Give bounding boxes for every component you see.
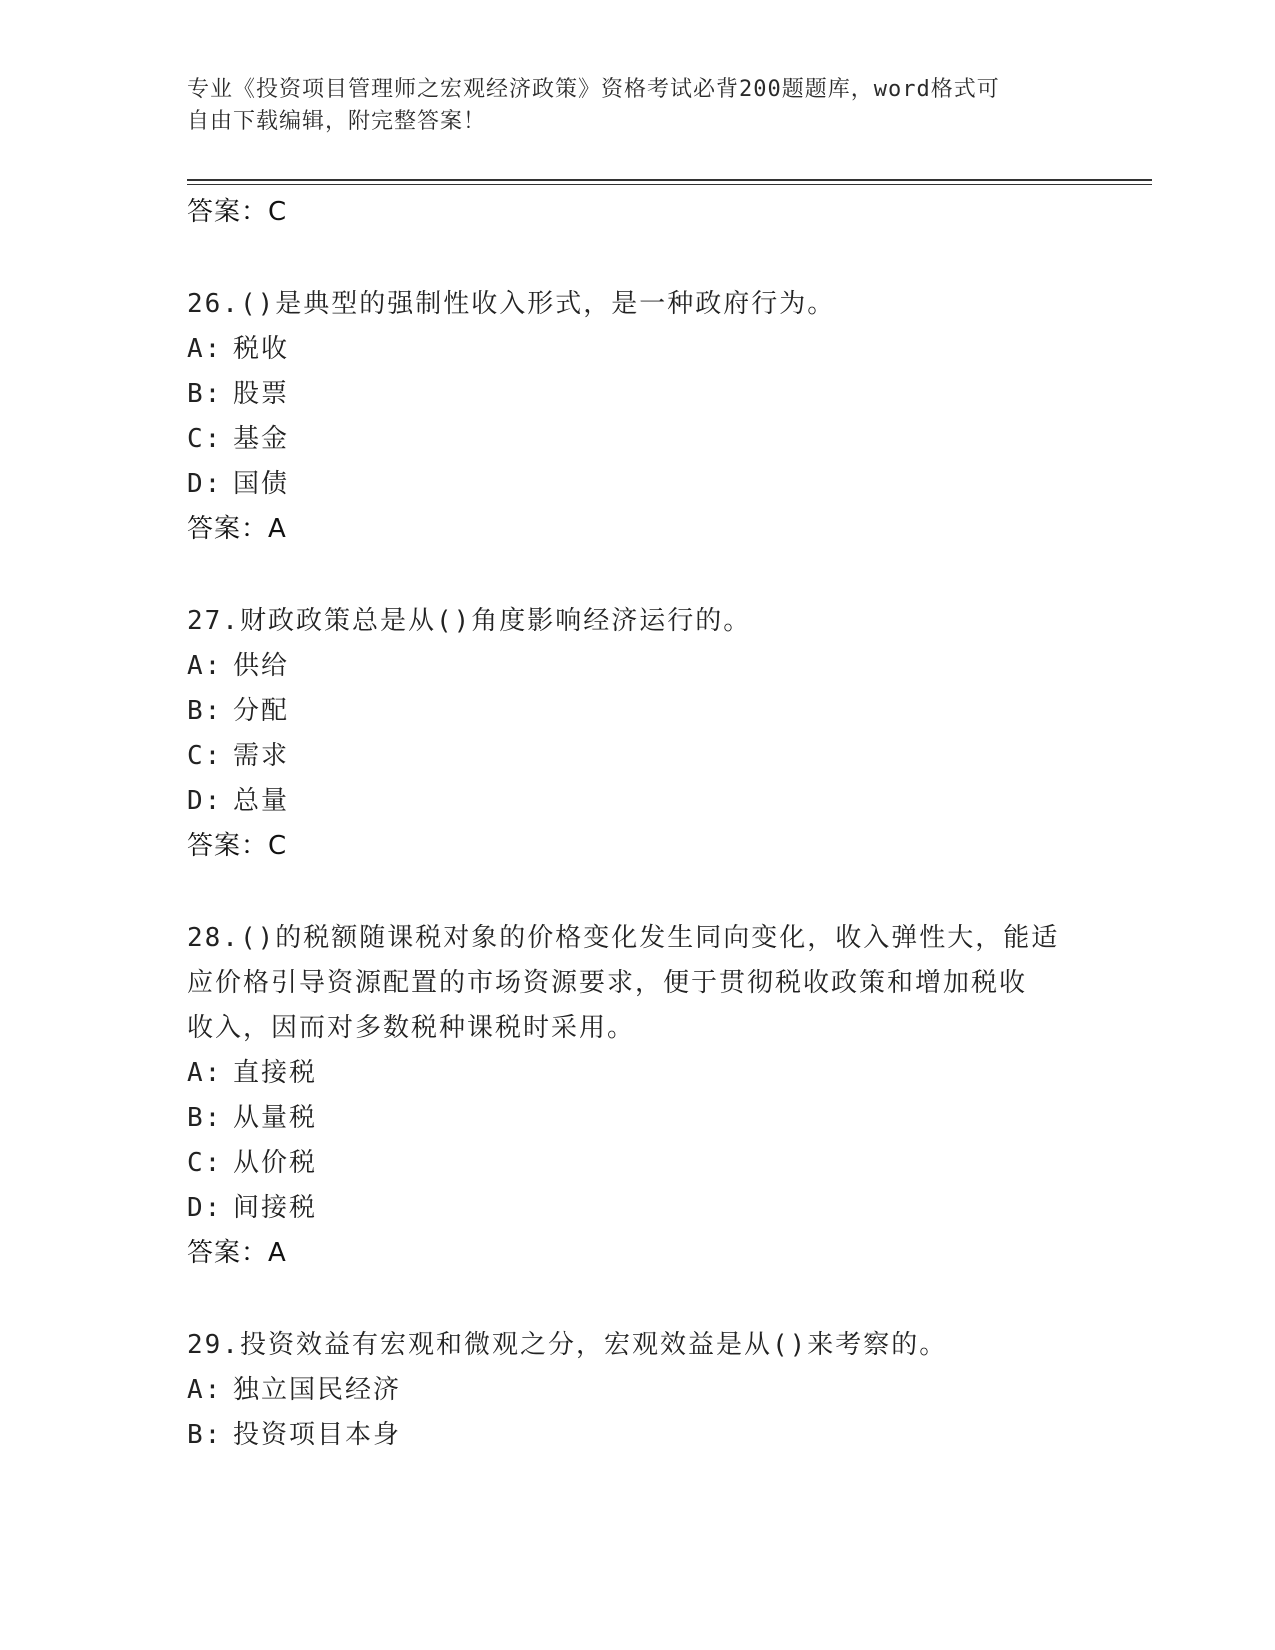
option-letter: B: <box>187 379 223 409</box>
option-text: 总量 <box>233 786 290 816</box>
option-text: 基金 <box>233 424 290 454</box>
option-letter: D: <box>187 786 223 816</box>
option-text: 股票 <box>233 379 290 409</box>
header-divider-thick <box>187 179 1152 181</box>
option-d <box>187 779 1087 824</box>
option-letter: A: <box>187 1058 223 1088</box>
option-c <box>187 1141 1087 1186</box>
option-text: 供给 <box>233 651 290 681</box>
option-text: 国债 <box>233 469 290 499</box>
question-29 <box>187 1323 1087 1458</box>
option-c <box>187 734 1087 779</box>
option-letter: B: <box>187 696 223 726</box>
option-letter: B: <box>187 1420 223 1450</box>
question-text-line-3: 收入，因而对多数税种课税时采用。 <box>187 1013 636 1043</box>
question-text-line-1: 28.()的税额随课税对象的价格变化发生同向变化，收入弹性大，能适 <box>187 923 1060 953</box>
answer: 答案：A <box>187 1238 287 1268</box>
option-b <box>187 1096 1087 1141</box>
option-letter: B: <box>187 1103 223 1133</box>
question-28 <box>187 916 1087 1276</box>
option-text: 直接税 <box>233 1058 318 1088</box>
option-letter: D: <box>187 469 223 499</box>
question-text: 27.财政政策总是从()角度影响经济运行的。 <box>187 606 752 636</box>
option-b <box>187 1413 1087 1458</box>
option-letter: A: <box>187 1375 223 1405</box>
option-c <box>187 417 1087 462</box>
option-text: 分配 <box>233 696 290 726</box>
option-d <box>187 462 1087 507</box>
option-text: 从价税 <box>233 1148 318 1178</box>
previous-answer: 答案：C <box>187 197 288 227</box>
option-letter: A: <box>187 651 223 681</box>
answer: 答案：C <box>187 831 288 861</box>
question-list <box>187 190 1087 1458</box>
option-text: 独立国民经济 <box>233 1375 402 1405</box>
question-27 <box>187 599 1087 869</box>
option-text: 投资项目本身 <box>233 1420 402 1450</box>
option-letter: C: <box>187 741 223 771</box>
question-text: 29.投资效益有宏观和微观之分，宏观效益是从()来考察的。 <box>187 1330 948 1360</box>
option-a <box>187 1368 1087 1413</box>
question-text-line-2: 应价格引导资源配置的市场资源要求，便于贯彻税收政策和增加税收 <box>187 968 1028 998</box>
option-a <box>187 327 1087 372</box>
option-a <box>187 1051 1087 1096</box>
document-header <box>187 74 1067 138</box>
option-letter: A: <box>187 334 223 364</box>
header-line-2: 自由下载编辑，附完整答案！ <box>187 109 487 134</box>
option-letter: C: <box>187 424 223 454</box>
question-26 <box>187 282 1087 552</box>
header-line-1: 专业《投资项目管理师之宏观经济政策》资格考试必背200题题库，word格式可 <box>187 77 1000 102</box>
option-text: 从量税 <box>233 1103 318 1133</box>
option-letter: D: <box>187 1193 223 1223</box>
header-divider-thin <box>187 184 1152 185</box>
option-d <box>187 1186 1087 1231</box>
option-b <box>187 372 1087 417</box>
answer: 答案：A <box>187 514 287 544</box>
option-a <box>187 644 1087 689</box>
option-text: 税收 <box>233 334 290 364</box>
option-letter: C: <box>187 1148 223 1178</box>
option-text: 间接税 <box>233 1193 318 1223</box>
option-text: 需求 <box>233 741 290 771</box>
question-text: 26.()是典型的强制性收入形式，是一种政府行为。 <box>187 289 836 319</box>
option-b <box>187 689 1087 734</box>
